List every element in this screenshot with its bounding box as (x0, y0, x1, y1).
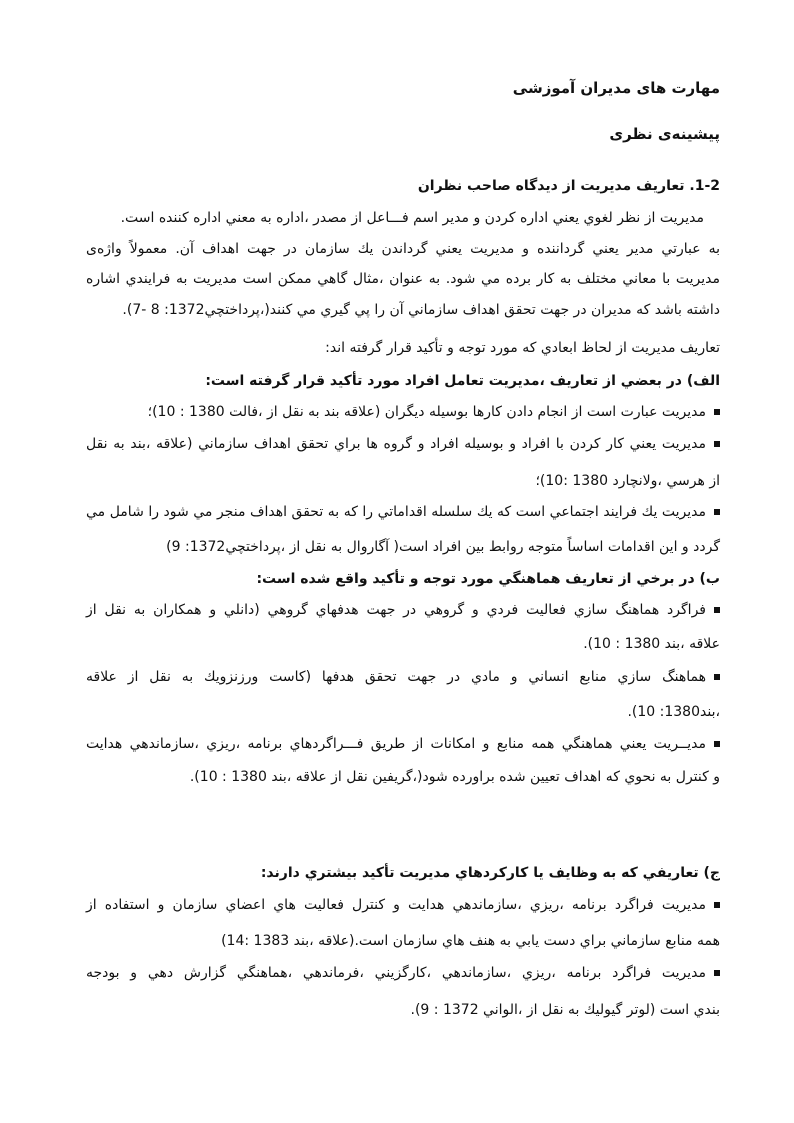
list-item-continuation: و كنترل به نحوي كه اهداف تعيين شده براورده شود(،گريفين نقل از علاقه ،بند 1380 : 10). (189, 769, 720, 785)
bullet-icon (714, 509, 720, 515)
list-item-text: مديريت يك فرايند اجتماعي است كه يك سلسله اقداماتي را كه به تحقق اهداف منجر مي شود را شامل مي (86, 504, 706, 520)
group-b-heading: ب) در برخي از تعاريف هماهنگي مورد توجه و تأكيد واقع شده است: (256, 571, 720, 587)
paragraph-line: به عبارتي مدير يعني گرداننده و مديريت يعني گرداندن يك سازمان در جهت اهداف آن. معمولاً واژه‌ی (86, 241, 720, 257)
list-item-continuation: از هرسي ،ولانچارد 1380 :10)؛ (535, 473, 720, 489)
section-heading: 1-2. تعاريف مديريت از ديدگاه صاحب نظران (417, 178, 720, 194)
list-item-text: مديريت عبارت است از انجام دادن كارها بوسيله ديگران (علاقه بند به نقل از ،فالت 1380 : 10)؛ (147, 404, 706, 420)
section-subtitle: پيشينه‌ی نظری (609, 125, 720, 143)
list-item-text: مديريت فراگرد برنامه ،ريزي ،سازماندهي هدايت و كنترل فعاليت هاي اعضاي سازمان و استفاده از (86, 897, 706, 913)
list-item (86, 964, 720, 982)
paragraph-line: تعاريف مديريت از لحاظ ابعادي كه مورد توجه و تأكيد قرار گرفته اند: (325, 340, 720, 356)
paragraph-line: مديريت از نظر لغوي يعني اداره كردن و مدير اسم فـــاعل از مصدر ،اداره به معني اداره كننده است. (120, 210, 704, 226)
list-item (86, 668, 720, 686)
list-item (86, 503, 720, 521)
list-item-text: فراگرد هماهنگ سازي فعاليت فردي و گروهي در جهت هدفهاي گروهي (دانلي و همكاران به نقل از (86, 602, 706, 618)
document-page (86, 0, 720, 1123)
group-c-heading: ج) تعاريفي كه به وظايف يا كاركردهاي مديريت تأكيد بيشتري دارند: (260, 865, 720, 881)
list-item (148, 403, 720, 421)
list-item-text: مديريت يعني كار كردن با افراد و بوسيله افراد و گروه ها براي تحقق اهداف سازماني (علاقه ،بند به نقل (86, 436, 706, 452)
list-item-text: مديريت فراگرد برنامه ،ريزي ،سازماندهي ،كارگزيني ،فرماندهي ،هماهنگي گزارش دهي و بودجه (86, 965, 706, 981)
paragraph-line: داشته باشد كه مديران در جهت تحقق اهداف سازماني آن را پي گيري مي كنند(،پرداختچي1372: 8 -7). (122, 302, 720, 318)
list-item-text: هماهنگ سازي منابع انساني و مادي در جهت تحقق هدفها (كاست ورزنزويك به نقل از علاقه (86, 669, 706, 685)
bullet-icon (714, 902, 720, 908)
bullet-icon (714, 409, 720, 415)
list-item (86, 896, 720, 914)
paragraph-line: مديريت با معاني مختلف به كار برده مي شود. به عنوان ،مثال گاهي ممكن است مديريت به فرايندي اشاره (86, 271, 720, 287)
list-item-text: مديــريت يعني هماهنگي همه منابع و امكانات از طريق فـــراگردهاي برنامه ،ريزي ،سازماندهي هدايت (86, 736, 706, 752)
document-title: مهارت هاى مديران آموزشى (512, 79, 720, 97)
bullet-icon (714, 741, 720, 747)
bullet-icon (714, 674, 720, 680)
bullet-icon (714, 970, 720, 976)
list-item-continuation: ،بند1380: 10). (627, 704, 720, 720)
bullet-icon (714, 441, 720, 447)
list-item-continuation: گردد و اين اقدامات اساساً متوجه روابط بين افراد است( آگاروال به نقل از ،پرداختچي1372: 9) (166, 539, 720, 555)
list-item (86, 735, 720, 753)
list-item (86, 435, 720, 453)
list-item-continuation: علاقه ،بند 1380 : 10). (583, 636, 720, 652)
list-item (86, 601, 720, 619)
list-item-continuation: همه منابع سازماني براي دست يابي به هنف هاي سازمان است.(علاقه ،بند 1383 :14) (221, 933, 720, 949)
bullet-icon (714, 607, 720, 613)
list-item-continuation: بندي است (لوتر گيوليك به نقل از ،الواني 1372 : 9). (410, 1002, 720, 1018)
group-a-heading: الف) در بعضي از تعاريف ،مديريت تعامل افراد مورد تأكيد قرار گرفته است: (205, 373, 720, 389)
